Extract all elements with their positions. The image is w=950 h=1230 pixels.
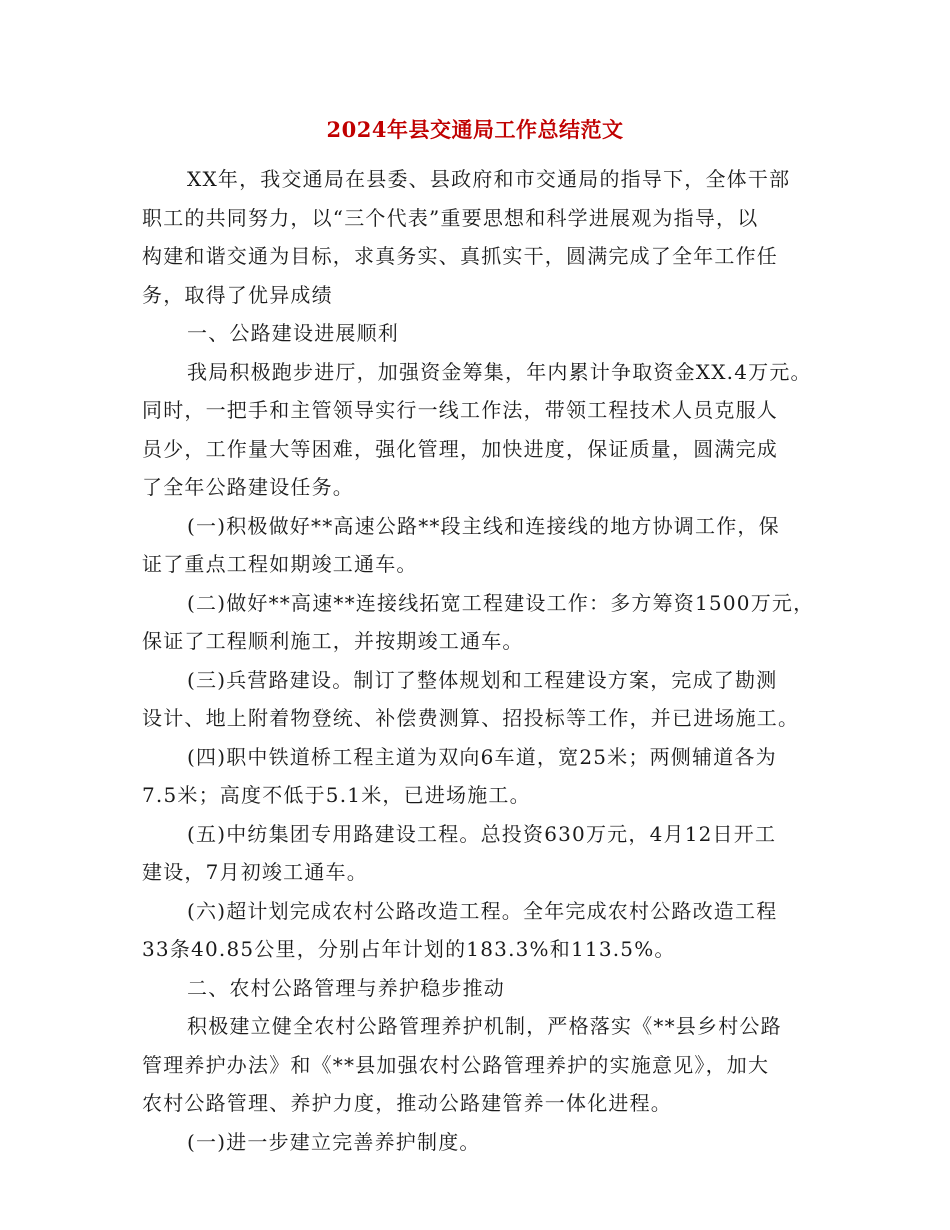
paragraph-line: 一、公路建设进展顺利 bbox=[187, 321, 399, 345]
paragraph bbox=[142, 314, 822, 353]
paragraph-line: 33条40.85公里，分别占年计划的183.3%和113.5%。 bbox=[142, 937, 676, 961]
paragraph-line: 积极建立健全农村公路管理养护机制，严格落实《**县乡村公路 bbox=[187, 1014, 782, 1038]
paragraph-line: XX年，我交通局在县委、县政府和市交通局的指导下，全体干部 bbox=[187, 167, 791, 191]
paragraph bbox=[142, 584, 822, 661]
paragraph bbox=[142, 815, 822, 892]
paragraph bbox=[142, 1007, 822, 1123]
paragraph-line: 设计、地上附着物登统、补偿费测算、招投标等工作，并已进场施工。 bbox=[142, 706, 800, 730]
paragraph bbox=[142, 507, 822, 584]
paragraph-line: 构建和谐交通为目标，求真务实、真抓实干，圆满完成了全年工作任 bbox=[142, 244, 778, 268]
paragraph-line: 我局积极跑步进厅，加强资金筹集，年内累计争取资金XX.4万元。 bbox=[187, 359, 812, 384]
paragraph bbox=[142, 969, 822, 1008]
paragraph-line: 同时，一把手和主管领导实行一线工作法，带领工程技术人员克服人 bbox=[142, 398, 778, 422]
document-title: 2024年县交通局工作总结范文 bbox=[326, 117, 624, 142]
paragraph bbox=[142, 892, 822, 969]
paragraph-line: 管理养护办法》和《**县加强农村公路管理养护的实施意见》，加大 bbox=[142, 1052, 770, 1077]
paragraph-line: (二)做好**高速**连接线拓宽工程建设工作：多方筹资1500万元， bbox=[187, 590, 815, 615]
paragraph-line: (三)兵营路建设。制订了整体规划和工程建设方案，完成了勘测 bbox=[187, 667, 778, 692]
paragraph-line: 务，取得了优异成绩 bbox=[142, 282, 333, 307]
paragraph-line: 职工的共同努力，以“三个代表”重要思想和科学进展观为指导，以 bbox=[142, 205, 759, 230]
paragraph-line: 建设，7月初竣工通车。 bbox=[142, 860, 368, 884]
paragraph-line: 保证了工程顺利施工，并按期竣工通车。 bbox=[142, 629, 524, 653]
paragraph bbox=[142, 738, 822, 815]
paragraph bbox=[142, 661, 822, 738]
paragraph-line: (五)中纺集团专用路建设工程。总投资630万元，4月12日开工 bbox=[187, 821, 777, 846]
paragraph-line: 证了重点工程如期竣工通车。 bbox=[142, 552, 418, 576]
document-body bbox=[142, 160, 822, 1161]
paragraph-line: (六)超计划完成农村公路改造工程。全年完成农村公路改造工程 bbox=[187, 898, 778, 923]
paragraph-line: 员少，工作量大等困难，强化管理，加快进度，保证质量，圆满完成 bbox=[142, 436, 778, 461]
paragraph bbox=[142, 1123, 822, 1162]
paragraph-line: 了全年公路建设任务。 bbox=[142, 475, 354, 499]
paragraph-line: 二、农村公路管理与养护稳步推动 bbox=[187, 975, 505, 1000]
paragraph bbox=[142, 353, 822, 507]
paragraph-line: 7.5米；高度不低于5.1米，已进场施工。 bbox=[142, 783, 531, 807]
paragraph-line: 农村公路管理、养护力度，推动公路建管养一体化进程。 bbox=[142, 1091, 672, 1115]
paragraph-line: (四)职中铁道桥工程主道为双向6车道，宽25米；两侧辅道各为 bbox=[187, 744, 777, 769]
paragraph-line: (一)进一步建立完善养护制度。 bbox=[187, 1129, 481, 1154]
paragraph-line: (一)积极做好**高速公路**段主线和连接线的地方协调工作，保 bbox=[187, 513, 780, 538]
paragraph bbox=[142, 160, 822, 314]
